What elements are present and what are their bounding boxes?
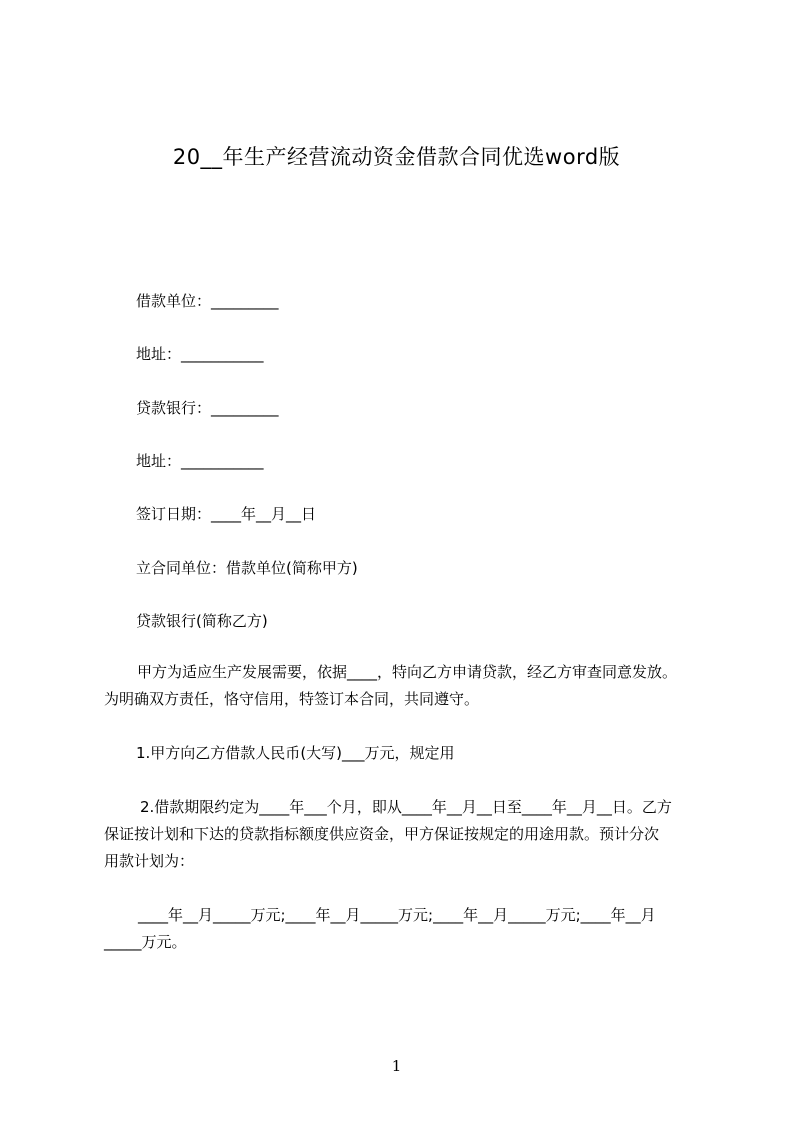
intro-line-1: 甲方为适应生产发展需要，依据____，特向乙方申请贷款，经乙方审查同意发放。 [137, 663, 678, 681]
page-number: 1 [391, 1057, 402, 1075]
clause-2-line-2: 保证按计划和下达的贷款指标额度供应资金，甲方保证按规定的用途用款。预计分次 [104, 825, 660, 843]
clause-2-paragraph [104, 794, 716, 875]
clause-1-line-1: 1.甲方向乙方借款人民币(大写)___万元，规定用 [136, 744, 455, 762]
loan-schedule-line-2: _____万元。 [104, 933, 187, 951]
clause-2-line-1: 2.借款期限约定为____年___个月，即从____年__月__日至____年__月__日。乙方 [140, 798, 672, 816]
intro-paragraph [104, 659, 716, 713]
document-title: 20__年生产经营流动资金借款合同优选word版 [172, 145, 621, 169]
borrower-address-field: 地址：___________ [136, 345, 264, 363]
lending-bank-field: 贷款银行：_________ [136, 399, 279, 417]
contracting-party-b-line: 贷款银行(简称乙方) [136, 612, 268, 630]
contracting-party-a-line: 立合同单位：借款单位(简称甲方) [136, 559, 358, 577]
loan-schedule-line-1: ____年__月_____万元;____年__月_____万元;____年__月_____万元;____年__月 [138, 906, 656, 924]
clause-2-line-3: 用款计划为： [104, 852, 195, 870]
intro-line-2: 为明确双方责任，恪守信用，特签订本合同，共同遵守。 [104, 690, 480, 708]
loan-schedule-paragraph [104, 902, 716, 956]
bank-address-field: 地址：___________ [136, 452, 264, 470]
clause-1-paragraph [104, 740, 716, 767]
signing-date-field: 签订日期：____年__月__日 [136, 505, 317, 523]
borrower-field: 借款单位：_________ [136, 292, 279, 310]
